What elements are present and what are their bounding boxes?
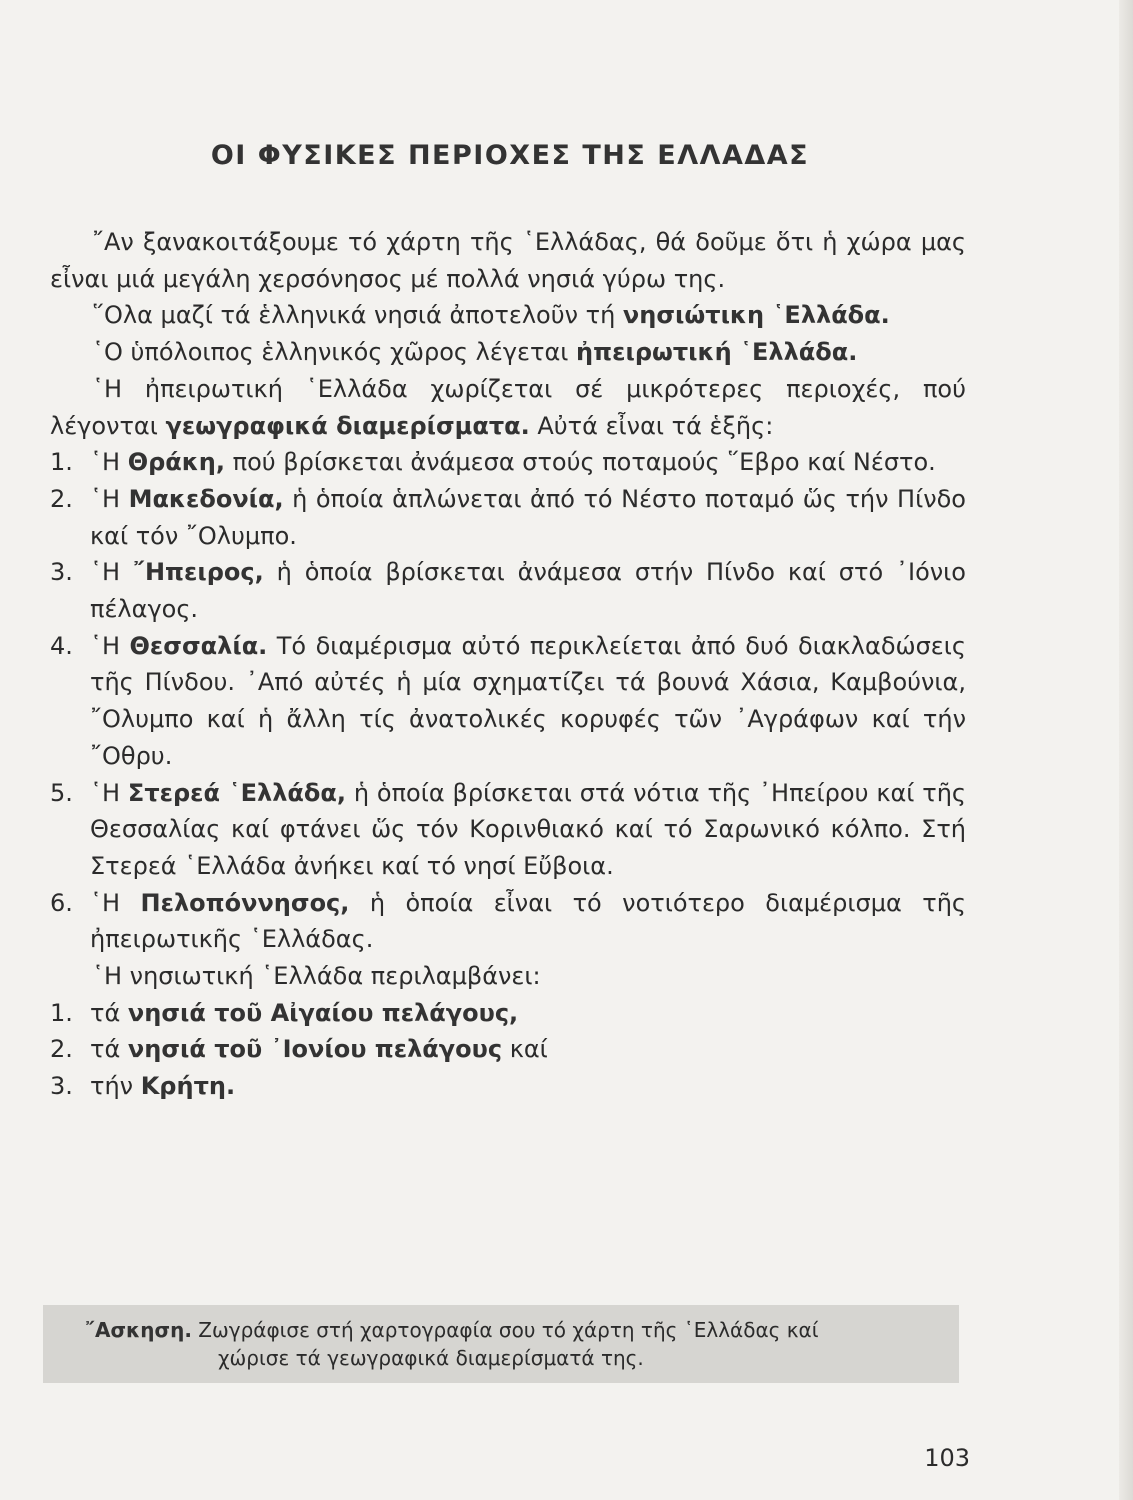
- island-intro: ῾Η νησιωτική ῾Ελλάδα περιλαμβάνει:: [92, 962, 541, 991]
- item-prefix: ῾Η: [90, 888, 141, 917]
- body-text: [50, 224, 966, 1105]
- region-name: Πελοπόννησος,: [140, 888, 350, 917]
- exercise-box: [43, 1305, 959, 1383]
- paragraph-text: ῾Ο ὑπόλοιπος ἑλληνικός χῶρος λέγεται: [92, 338, 577, 367]
- list-item: [50, 775, 966, 885]
- paragraph-text: Αὐτά εἶναι τά ἑξῆς:: [529, 411, 774, 440]
- list-item: [50, 1031, 966, 1068]
- mainland-regions-list: [50, 444, 966, 958]
- list-item: [50, 885, 966, 958]
- page-number: 103: [924, 1444, 970, 1472]
- page-edge-shadow: [1119, 0, 1133, 1500]
- item-prefix: ῾Η: [90, 484, 129, 513]
- region-name: Στερεά ῾Ελλάδα,: [127, 778, 346, 807]
- islands-paragraph: [50, 297, 966, 334]
- intro-paragraph: ῎Αν ξανακοιτάξουμε τό χάρτη τῆς ῾Ελλάδας, θά δοῦμε ὅτι ἡ χώρα μας εἶναι μιά μεγάλη χερσόνησος μέ πολλά νησιά γύρω της.: [50, 228, 966, 293]
- item-number: 2.: [50, 484, 73, 513]
- item-prefix: τήν: [90, 1072, 141, 1101]
- exercise-line-2: χώρισε τά γεωγραφικά διαμερίσματά της.: [218, 1346, 644, 1370]
- item-text: πού βρίσκεται ἀνάμεσα στούς ποταμούς ῞Εβρο καί Νέστο.: [225, 448, 936, 477]
- item-text: ἡ ὁποία εἶναι τό νοτιότερο διαμέρισμα τῆς ἠπειρωτικῆς ῾Ελλάδας.: [90, 888, 966, 954]
- item-number: 5.: [50, 778, 73, 807]
- island-group-name: νησιά τοῦ Αἰγαίου πελάγους,: [127, 998, 519, 1027]
- list-item: [50, 995, 966, 1032]
- regions-paragraph: [50, 371, 966, 444]
- island-group-name: νησιά τοῦ ᾿Ιονίου πελάγους: [127, 1035, 503, 1064]
- page-title: ΟΙ ΦΥΣΙΚΕΣ ΠΕΡΙΟΧΕΣ ΤΗΣ ΕΛΛΑΔΑΣ: [210, 140, 810, 171]
- term-mainland-greece: ἠπειρωτική ῾Ελλάδα.: [576, 338, 858, 367]
- term-geographic-regions: γεωγραφικά διαμερίσματα.: [165, 411, 530, 440]
- item-number: 2.: [50, 1035, 73, 1064]
- list-item: [50, 1068, 966, 1105]
- item-text: ἡ ὁποία ἁπλώνεται ἀπό τό Νέστο ποταμό ὥς τήν Πίνδο καί τόν ῎Ολυμπο.: [90, 484, 966, 550]
- mainland-paragraph: [50, 334, 966, 371]
- item-number: 1.: [50, 998, 73, 1027]
- item-prefix: ῾Η: [90, 778, 128, 807]
- book-page: [50, 0, 970, 1500]
- paragraph-text: ῞Ολα μαζί τά ἑλληνικά νησιά ἀποτελοῦν τή: [92, 301, 623, 330]
- region-name: Μακεδονία,: [128, 484, 284, 513]
- list-item: [50, 628, 966, 775]
- item-number: 4.: [50, 631, 73, 660]
- region-name: ῎Ηπειρος,: [132, 558, 264, 587]
- region-name: Θεσσαλία.: [129, 631, 268, 660]
- item-prefix: ῾Η: [90, 448, 128, 477]
- exercise-text: Ζωγράφισε στή χαρτογραφία σου τό χάρτη τῆς ῾Ελλάδας καί: [191, 1318, 819, 1342]
- island-list: [50, 995, 966, 1105]
- item-text: ἡ ὁποία βρίσκεται ἀνάμεσα στήν Πίνδο καί στό ᾿Ιόνιο πέλαγος.: [90, 558, 966, 624]
- region-name: Θράκη,: [127, 448, 226, 477]
- item-number: 3.: [50, 1072, 73, 1101]
- item-number: 6.: [50, 888, 73, 917]
- term-insular-greece: νησιώτικη ῾Ελλάδα.: [622, 301, 890, 330]
- exercise-label: ῎Ασκηση.: [85, 1318, 192, 1342]
- item-prefix: τά: [90, 1035, 128, 1064]
- item-prefix: τά: [90, 998, 128, 1027]
- island-group-name: Κρήτη.: [140, 1072, 236, 1101]
- list-item: [50, 481, 966, 554]
- list-item: [50, 444, 966, 481]
- item-prefix: ῾Η: [90, 558, 133, 587]
- item-number: 1.: [50, 448, 73, 477]
- item-prefix: ῾Η: [90, 631, 130, 660]
- item-text: ἡ ὁποία βρίσκεται στά νότια τῆς ᾿Ηπείρου καί τῆς Θεσσαλίας καί φτάνει ὥς τόν Κορινθιακό καί τό Σαρωνικό κόλπο. Στή Στερεά ῾Ελλάδα ἀνήκει καί τό νησί Εὔβοια.: [90, 778, 967, 880]
- paragraph-text: ῾Η ἠπειρωτική ῾Ελλάδα χωρίζεται σέ μικρότερες περιοχές, πού λέγονται: [50, 374, 966, 440]
- exercise-line-1: [85, 1316, 945, 1344]
- list-item: [50, 554, 966, 627]
- item-text: καί: [502, 1035, 548, 1064]
- item-number: 3.: [50, 558, 73, 587]
- item-text: Τό διαμέρισμα αὐτό περικλείεται ἀπό δυό διακλαδώσεις τῆς Πίνδου. ᾿Από αὐτές ἡ μία σχηματίζει τά βουνά Χάσια, Καμβούνια, ῎Ολυμπο καί ἡ ἄλλη τίς ἀνατολικές κορυφές τῶν ᾿Αγράφων καί τήν ῎Οθρυ.: [90, 631, 966, 770]
